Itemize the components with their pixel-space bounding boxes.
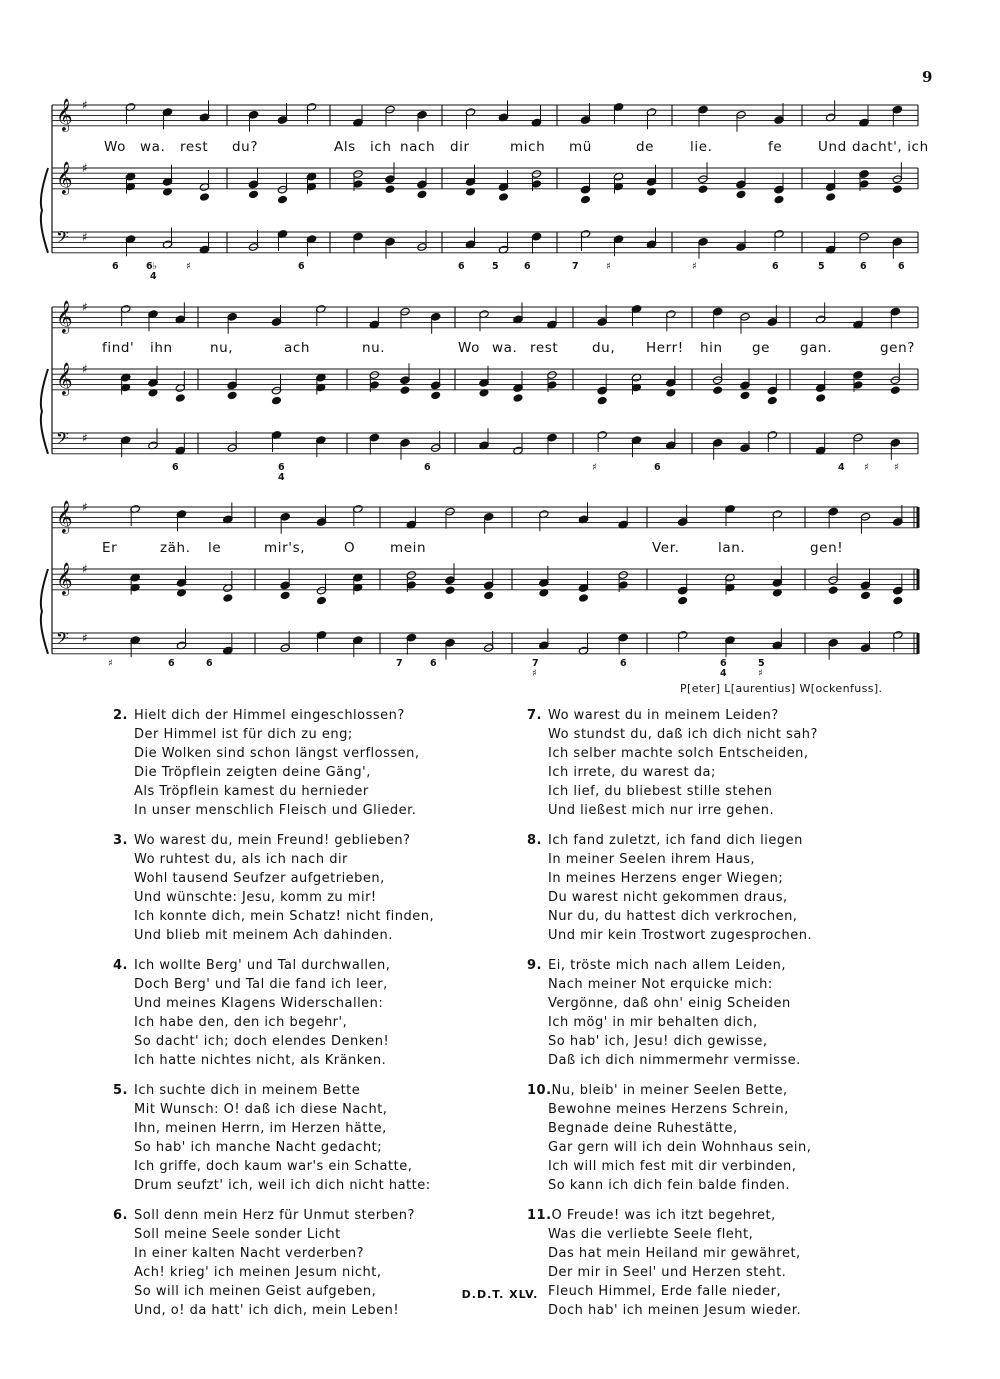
svg-text:𝄞: 𝄞 bbox=[56, 562, 73, 595]
svg-text:𝄢: 𝄢 bbox=[56, 628, 69, 652]
verse-line: Ich irrete, du warest da; bbox=[548, 765, 716, 780]
verse-line: 8. Ich fand zuletzt, ich fand dich liegen bbox=[527, 833, 803, 848]
figured-bass bbox=[0, 462, 1000, 482]
lyric-syllable: fe bbox=[768, 139, 783, 155]
verse-line: Wohl tausend Seufzer aufgetrieben, bbox=[134, 871, 385, 886]
figured-bass-figure: 6 bbox=[720, 658, 727, 669]
music-system-2 bbox=[0, 292, 1000, 482]
figured-bass-figure: 6 bbox=[278, 462, 285, 473]
lyric-syllable: dir bbox=[450, 139, 470, 155]
svg-text:♯: ♯ bbox=[82, 631, 88, 645]
lyric-syllable: gen! bbox=[810, 540, 844, 556]
verse-line: Doch hab' ich meinen Jesum wieder. bbox=[548, 1303, 802, 1318]
verse-line: 4. Ich wollte Berg' und Tal durchwallen, bbox=[113, 958, 391, 973]
verse-line: Und, o! da hatt' ich dich, mein Leben! bbox=[134, 1303, 400, 1318]
lyric-syllable: Ver. bbox=[652, 540, 680, 556]
verse-8 bbox=[527, 831, 907, 945]
verse-line: Ach! krieg' ich meinen Jesum nicht, bbox=[134, 1265, 382, 1280]
staff-notation bbox=[0, 95, 1000, 280]
verse-column-right bbox=[527, 706, 907, 1331]
figured-bass-figure: 6 bbox=[620, 658, 627, 669]
verse-line: Vergönne, daß ohn' einig Scheiden bbox=[548, 996, 791, 1011]
verse-3 bbox=[113, 831, 493, 945]
lyric-syllable: mein bbox=[390, 540, 427, 556]
verse-line: Das hat mein Heiland mir gewähret, bbox=[548, 1246, 801, 1261]
lyric-syllable: dacht', ich bbox=[852, 139, 929, 155]
lyric-syllable: gen? bbox=[880, 340, 915, 356]
verse-line: Und blieb mit meinem Ach dahinden. bbox=[134, 928, 393, 943]
verse-line: 3. Wo warest du, mein Freund! geblieben? bbox=[113, 833, 411, 848]
figured-bass-figure: 4 bbox=[150, 271, 157, 282]
verse-line: Nach meiner Not erquicke mich: bbox=[548, 977, 773, 992]
figured-bass-figure: 6 bbox=[860, 261, 867, 272]
verse-line: Fleuch Himmel, Erde falle nieder, bbox=[548, 1284, 782, 1299]
figured-bass-figure: 6 bbox=[206, 658, 213, 669]
lyric-syllable: mich bbox=[510, 139, 546, 155]
staff-notation bbox=[0, 292, 1000, 482]
figured-bass-figure: ♯ bbox=[186, 261, 191, 272]
lyric-syllable: Er bbox=[102, 540, 118, 556]
verse-7 bbox=[527, 706, 907, 820]
verse-line: So hab' ich manche Nacht gedacht; bbox=[134, 1140, 383, 1155]
figured-bass-figure: 6 bbox=[424, 462, 431, 473]
verse-number: 5. bbox=[113, 1083, 128, 1098]
verse-line: In meiner Seelen ihrem Haus, bbox=[548, 852, 756, 867]
figured-bass-figure: ♯ bbox=[692, 261, 697, 272]
verse-10 bbox=[527, 1081, 907, 1195]
svg-text:♯: ♯ bbox=[82, 431, 88, 445]
verse-line: Gar gern will ich dein Wohnhaus sein, bbox=[548, 1140, 812, 1155]
verse-line: So will ich meinen Geist aufgeben, bbox=[134, 1284, 377, 1299]
lyric-syllable: O bbox=[344, 540, 356, 556]
lyric-syllable: zäh. bbox=[160, 540, 191, 556]
verse-line: Begnade deine Ruhestätte, bbox=[548, 1121, 738, 1136]
verse-number: 3. bbox=[113, 833, 128, 848]
verse-line: 6. Soll denn mein Herz für Unmut sterben? bbox=[113, 1208, 415, 1223]
verse-line: Ich selber machte solch Entscheiden, bbox=[548, 746, 809, 761]
verse-line: Und ließest mich nur irre gehen. bbox=[548, 803, 775, 818]
verse-line: Ich konnte dich, mein Schatz! nicht finden, bbox=[134, 909, 435, 924]
lyrics-line bbox=[0, 540, 1000, 560]
verse-number: 7. bbox=[527, 708, 542, 723]
svg-text:𝄞: 𝄞 bbox=[56, 300, 73, 333]
verse-line: 2. Hielt dich der Himmel eingeschlossen? bbox=[113, 708, 405, 723]
lyric-syllable: Wo bbox=[104, 139, 127, 155]
verse-line: Bewohne meines Herzens Schrein, bbox=[548, 1102, 789, 1117]
verse-line: Ich hatte nichtes nicht, als Kränken. bbox=[134, 1053, 387, 1068]
music-system-3 bbox=[0, 492, 1000, 682]
figured-bass bbox=[0, 658, 1000, 678]
svg-text:♯: ♯ bbox=[82, 98, 88, 112]
figured-bass-figure: 7 bbox=[572, 261, 579, 272]
verse-number: 10. bbox=[527, 1083, 552, 1098]
figured-bass-figure: ♯ bbox=[606, 261, 611, 272]
lyric-syllable: ich bbox=[370, 139, 392, 155]
lyric-syllable: nu, bbox=[210, 340, 234, 356]
lyric-syllable: Als bbox=[334, 139, 356, 155]
lyric-syllable: find' bbox=[102, 340, 135, 356]
lyric-syllable: du, bbox=[592, 340, 616, 356]
lyric-syllable: rest bbox=[180, 139, 209, 155]
lyric-syllable: rest bbox=[530, 340, 559, 356]
verse-column-left bbox=[113, 706, 493, 1331]
verse-line: Was die verliebte Seele fleht, bbox=[548, 1227, 754, 1242]
figured-bass-figure: 6 bbox=[458, 261, 465, 272]
figured-bass-figure: 5 bbox=[818, 261, 825, 272]
verse-line: In einer kalten Nacht verderben? bbox=[134, 1246, 364, 1261]
figured-bass-figure: 6 bbox=[772, 261, 779, 272]
verse-line: Der mir in Seel' und Herzen steht. bbox=[548, 1265, 787, 1280]
lyric-syllable: lan. bbox=[718, 540, 746, 556]
figured-bass-figure: 6 bbox=[898, 261, 905, 272]
verse-line: Ihn, meinen Herrn, im Herzen hätte, bbox=[134, 1121, 387, 1136]
figured-bass-figure: 6 bbox=[524, 261, 531, 272]
verse-number: 4. bbox=[113, 958, 128, 973]
figured-bass-figure: 7 bbox=[532, 658, 539, 669]
verse-line: Daß ich dich nimmermehr vermisse. bbox=[548, 1053, 801, 1068]
figured-bass-figure: ♯ bbox=[108, 658, 113, 669]
verse-line: So hab' ich, Jesu! dich gewisse, bbox=[548, 1034, 768, 1049]
verse-line: 9. Ei, tröste mich nach allem Leiden, bbox=[527, 958, 786, 973]
composer-attribution: P[eter] L[aurentius] W[ockenfuss]. bbox=[680, 682, 883, 695]
svg-text:♯: ♯ bbox=[82, 362, 88, 376]
svg-text:♯: ♯ bbox=[82, 230, 88, 244]
svg-text:♯: ♯ bbox=[82, 500, 88, 514]
figured-bass-figure: 6 bbox=[654, 462, 661, 473]
lyric-syllable: Wo bbox=[458, 340, 481, 356]
lyric-syllable: gan. bbox=[800, 340, 833, 356]
music-system-1 bbox=[0, 95, 1000, 280]
verse-line: Nur du, du hattest dich verkrochen, bbox=[548, 909, 798, 924]
verse-line: Der Himmel ist für dich zu eng; bbox=[134, 727, 353, 742]
figured-bass-figure: 4 bbox=[838, 462, 845, 473]
verse-6 bbox=[113, 1206, 493, 1320]
lyric-syllable: lie. bbox=[690, 139, 713, 155]
figured-bass-figure: 6♭ bbox=[146, 261, 158, 272]
verse-line: Und wünschte: Jesu, komm zu mir! bbox=[134, 890, 377, 905]
verse-line: Wo stundst du, daß ich dich nicht sah? bbox=[548, 727, 818, 742]
verse-9 bbox=[527, 956, 907, 1070]
lyrics-line bbox=[0, 139, 1000, 159]
figured-bass-figure: ♯ bbox=[532, 668, 537, 679]
verse-11 bbox=[527, 1206, 907, 1320]
lyrics-line bbox=[0, 340, 1000, 360]
verse-line: Ich will mich fest mit dir verbinden, bbox=[548, 1159, 797, 1174]
page-number: 9 bbox=[922, 68, 933, 86]
verse-number: 6. bbox=[113, 1208, 128, 1223]
verse-line: In unser menschlich Fleisch und Glieder. bbox=[134, 803, 417, 818]
lyric-syllable: hin bbox=[700, 340, 723, 356]
lyric-syllable: ge bbox=[752, 340, 771, 356]
lyric-syllable: ihn bbox=[150, 340, 173, 356]
verse-line: Die Wolken sind schon längst verflossen, bbox=[134, 746, 420, 761]
figured-bass-figure: 6 bbox=[430, 658, 437, 669]
lyric-syllable: mir's, bbox=[264, 540, 306, 556]
verse-line: Doch Berg' und Tal die fand ich leer, bbox=[134, 977, 388, 992]
lyric-syllable: de bbox=[636, 139, 655, 155]
verse-line: Soll meine Seele sonder Licht bbox=[134, 1227, 341, 1242]
verse-line: Und meines Klagens Widerschallen: bbox=[134, 996, 384, 1011]
verse-line: 7. Wo warest du in meinem Leiden? bbox=[527, 708, 779, 723]
verse-number: 11. bbox=[527, 1208, 552, 1223]
svg-text:𝄞: 𝄞 bbox=[56, 161, 73, 194]
svg-text:𝄞: 𝄞 bbox=[56, 98, 73, 131]
verse-line: So dacht' ich; doch elendes Denken! bbox=[134, 1034, 390, 1049]
verse-line: 10.Nu, bleib' in meiner Seelen Bette, bbox=[527, 1083, 788, 1098]
lyric-syllable: du? bbox=[232, 139, 259, 155]
svg-text:𝄞: 𝄞 bbox=[56, 500, 73, 533]
verse-line: Du warest nicht gekommen draus, bbox=[548, 890, 788, 905]
verse-number: 8. bbox=[527, 833, 542, 848]
figured-bass-figure: 5 bbox=[758, 658, 765, 669]
figured-bass-figure: 6 bbox=[172, 462, 179, 473]
verse-line: Mit Wunsch: O! daß ich diese Nacht, bbox=[134, 1102, 388, 1117]
verse-line: Ich lief, du bliebest stille stehen bbox=[548, 784, 773, 799]
figured-bass-figure: ♯ bbox=[864, 462, 869, 473]
verse-line: Drum seufzt' ich, weil ich dich nicht hatte: bbox=[134, 1178, 431, 1193]
verse-line: Ich mög' in mir behalten dich, bbox=[548, 1015, 758, 1030]
verse-line: Ich habe den, den ich begehr', bbox=[134, 1015, 348, 1030]
svg-text:♯: ♯ bbox=[82, 562, 88, 576]
figured-bass-figure: 4 bbox=[278, 472, 285, 483]
svg-text:♯: ♯ bbox=[82, 300, 88, 314]
lyric-syllable: Und bbox=[818, 139, 847, 155]
verse-line: So kann ich dich fein balde finden. bbox=[548, 1178, 791, 1193]
figured-bass-figure: 6 bbox=[112, 261, 119, 272]
lyric-syllable: wa. bbox=[492, 340, 518, 356]
figured-bass-figure: ♯ bbox=[758, 668, 763, 679]
figured-bass-figure: 5 bbox=[492, 261, 499, 272]
lyric-syllable: mü bbox=[569, 139, 592, 155]
figured-bass-figure: ♯ bbox=[894, 462, 899, 473]
verse-line: Die Tröpflein zeigten deine Gäng', bbox=[134, 765, 371, 780]
page-footer: D.D.T. XLV. bbox=[461, 1288, 539, 1301]
verse-line: In meines Herzens enger Wiegen; bbox=[548, 871, 784, 886]
svg-text:♯: ♯ bbox=[82, 161, 88, 175]
verse-4 bbox=[113, 956, 493, 1070]
figured-bass-figure: 7 bbox=[396, 658, 403, 669]
verse-line: 11.O Freude! was ich itzt begehret, bbox=[527, 1208, 776, 1223]
svg-text:𝄞: 𝄞 bbox=[56, 362, 73, 395]
staff-notation bbox=[0, 492, 1000, 682]
verse-5 bbox=[113, 1081, 493, 1195]
lyric-syllable: le bbox=[208, 540, 222, 556]
figured-bass-figure: 4 bbox=[720, 668, 727, 679]
svg-text:𝄢: 𝄢 bbox=[56, 227, 69, 251]
figured-bass-figure: 6 bbox=[168, 658, 175, 669]
lyric-syllable: nach bbox=[400, 139, 436, 155]
figured-bass-figure: ♯ bbox=[592, 462, 597, 473]
verse-line: Als Tröpflein kamest du hernieder bbox=[134, 784, 369, 799]
verse-line: Und mir kein Trostwort zugesprochen. bbox=[548, 928, 813, 943]
verse-number: 9. bbox=[527, 958, 542, 973]
figured-bass-figure: 6 bbox=[298, 261, 305, 272]
verse-line: 5. Ich suchte dich in meinem Bette bbox=[113, 1083, 361, 1098]
svg-text:𝄢: 𝄢 bbox=[56, 428, 69, 452]
verse-2 bbox=[113, 706, 493, 820]
verse-line: Wo ruhtest du, als ich nach dir bbox=[134, 852, 348, 867]
lyric-syllable: ach bbox=[284, 340, 311, 356]
lyric-syllable: wa. bbox=[140, 139, 166, 155]
lyric-syllable: Herr! bbox=[646, 340, 684, 356]
verse-line: Ich griffe, doch kaum war's ein Schatte, bbox=[134, 1159, 413, 1174]
figured-bass bbox=[0, 261, 1000, 281]
verse-number: 2. bbox=[113, 708, 128, 723]
lyric-syllable: nu. bbox=[362, 340, 386, 356]
